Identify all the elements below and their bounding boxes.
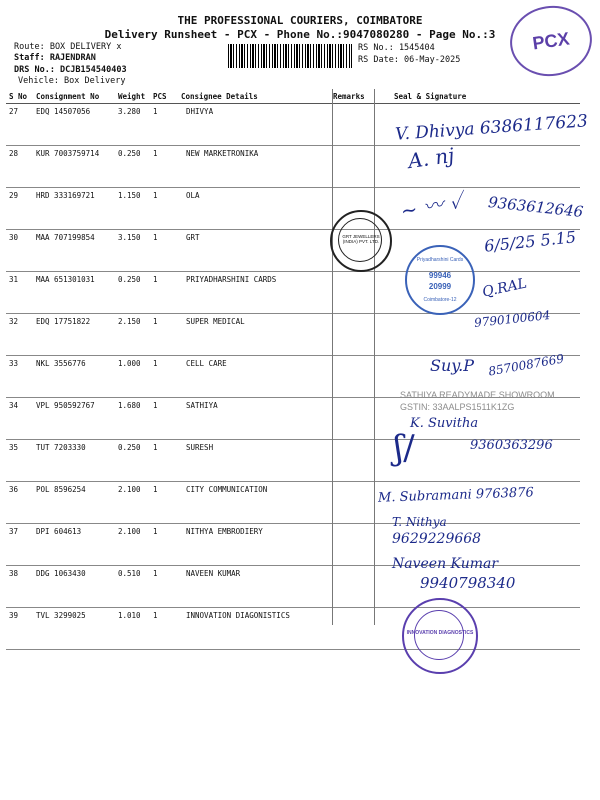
cell-pcs: 1 [150, 440, 178, 482]
seal-divider [374, 89, 375, 625]
signature-priya: Q.RAL [480, 275, 529, 301]
cell-weight: 0.510 [115, 566, 150, 608]
runsheet-title: Delivery Runsheet - PCX - Phone No.:9047080280 - Page No.:3 [104, 28, 496, 41]
cell-consignment: KUR 7003759714 [33, 146, 115, 188]
table-row [6, 146, 580, 188]
cell-sno: 27 [6, 104, 33, 146]
sathiya-stamp-line2: GSTIN: 33AALPS1511K1ZG [400, 402, 515, 412]
cell-pcs: 1 [150, 356, 178, 398]
signature-naveen-phone: 9940798340 [420, 574, 516, 592]
signature-ola: ~ 〰 ✓ [398, 188, 465, 224]
signature-nithya-name: T. Nithya [392, 515, 447, 529]
cell-sno: 32 [6, 314, 33, 356]
cell-consignment: VPL 950592767 [33, 398, 115, 440]
cell-remarks [330, 104, 372, 146]
cell-consignment: EDQ 17751822 [33, 314, 115, 356]
cell-remarks [330, 608, 372, 650]
cell-sno: 37 [6, 524, 33, 566]
cell-weight: 1.150 [115, 188, 150, 230]
cell-consignment: MAA 707199854 [33, 230, 115, 272]
cell-weight: 3.280 [115, 104, 150, 146]
innovation-seal-text: INNOVATION DIAGNOSTICS [406, 630, 474, 636]
signature-suresh-mark: ʃ∕ [394, 428, 415, 468]
cell-sno: 39 [6, 608, 33, 650]
cell-consignee: PRIYADHARSHINI CARDS [178, 272, 330, 314]
cell-remarks [330, 440, 372, 482]
cell-weight: 1.680 [115, 398, 150, 440]
cell-consignee: CITY COMMUNICATION [178, 482, 330, 524]
cell-remarks [330, 524, 372, 566]
cell-consignee: DHIVYA [178, 104, 330, 146]
col-sno: S No [6, 89, 33, 104]
priya-seal-phone1: 99946 [428, 271, 452, 280]
cell-pcs: 1 [150, 230, 178, 272]
staff: Staff: RAJENDRAN [14, 53, 96, 63]
signature-cellcare-phone: 8570087669 [487, 351, 565, 379]
cell-pcs: 1 [150, 146, 178, 188]
signature-suresh-name: K. Suvitha [410, 416, 479, 431]
priya-seal-phone2: 20999 [428, 282, 452, 291]
cell-weight: 2.100 [115, 482, 150, 524]
cell-consignee: OLA [178, 188, 330, 230]
cell-weight: 0.250 [115, 272, 150, 314]
col-seal: Seal & Signature [372, 89, 580, 104]
signature-ola-phone: 9363612646 [487, 193, 585, 221]
cell-pcs: 1 [150, 272, 178, 314]
col-pcs: PCS [150, 89, 178, 104]
col-weight: Weight [115, 89, 150, 104]
cell-pcs: 1 [150, 608, 178, 650]
cell-consignee: NEW MARKETRONIKA [178, 146, 330, 188]
cell-remarks [330, 482, 372, 524]
grt-seal-text: GRT JEWELLERS (INDIA) PVT. LTD. [342, 234, 380, 244]
vehicle: Vehicle: Box Delivery [18, 76, 126, 86]
company-title: THE PROFESSIONAL COURIERS, COIMBATORE [177, 14, 423, 27]
cell-sno: 31 [6, 272, 33, 314]
priya-seal-line2: Coimbatore-12 [423, 297, 457, 303]
cell-pcs: 1 [150, 314, 178, 356]
cell-weight: 0.250 [115, 146, 150, 188]
priya-seal-line1: Priyadharshini Cards [416, 257, 464, 263]
cell-consignee: SUPER MEDICAL [178, 314, 330, 356]
rs-number: RS No.: 1545404 [358, 43, 435, 53]
cell-remarks [330, 398, 372, 440]
cell-sno: 36 [6, 482, 33, 524]
cell-remarks [330, 356, 372, 398]
cell-consignment: EDQ 14507056 [33, 104, 115, 146]
sathiya-stamp-line1: SATHIYA READYMADE SHOWROOM [400, 390, 555, 400]
signature-dhivya: V. Dhivya 6386117623 [394, 111, 589, 145]
rs-date: RS Date: 06-May-2025 [358, 55, 461, 65]
grt-seal [330, 210, 392, 272]
cell-remarks [330, 146, 372, 188]
cell-pcs: 1 [150, 566, 178, 608]
innovation-seal [402, 598, 478, 674]
signature-newmarket: A. nj [406, 142, 456, 174]
cell-weight: 1.000 [115, 356, 150, 398]
cell-consignee: NITHYA EMBRODIERY [178, 524, 330, 566]
drs-number: DRS No.: DCJB154540403 [14, 65, 127, 75]
cell-consignee: INNOVATION DIAGONISTICS [178, 608, 330, 650]
cell-weight: 0.250 [115, 440, 150, 482]
cell-consignee: SATHIYA [178, 398, 330, 440]
cell-consignment: MAA 651301031 [33, 272, 115, 314]
cell-remarks [330, 272, 372, 314]
signature-cellcare: Suy.P [430, 356, 475, 375]
col-consignment: Consignment No [33, 89, 115, 104]
cell-weight: 3.150 [115, 230, 150, 272]
cell-consignee: GRT [178, 230, 330, 272]
table-header [6, 89, 580, 104]
signature-grt-date: 6/5/25 5.15 [483, 227, 577, 256]
priyadharshini-seal [405, 245, 475, 315]
cell-sno: 33 [6, 356, 33, 398]
cell-pcs: 1 [150, 188, 178, 230]
cell-consignee: CELL CARE [178, 356, 330, 398]
cell-weight: 2.150 [115, 314, 150, 356]
cell-consignment: TVL 3299025 [33, 608, 115, 650]
cell-consignment: DPI 604613 [33, 524, 115, 566]
cell-sno: 35 [6, 440, 33, 482]
remarks-divider [332, 89, 333, 625]
cell-sno: 29 [6, 188, 33, 230]
cell-weight: 1.010 [115, 608, 150, 650]
col-remarks: Remarks [330, 89, 372, 104]
signature-super-medical: 9790100604 [473, 308, 551, 330]
table-row [6, 608, 580, 650]
signature-city-comm: M. Subramani 9763876 [377, 485, 534, 506]
pcx-stamp: PCX [506, 1, 597, 82]
route: Route: BOX DELIVERY x [14, 42, 122, 52]
signature-suresh-phone: 9360363296 [470, 438, 553, 453]
cell-pcs: 1 [150, 482, 178, 524]
cell-sno: 30 [6, 230, 33, 272]
cell-consignee: SURESH [178, 440, 330, 482]
cell-consignment: HRD 333169721 [33, 188, 115, 230]
cell-sno: 28 [6, 146, 33, 188]
barcode [228, 44, 352, 68]
signature-nithya-phone: 9629229668 [392, 531, 482, 547]
cell-consignment: TUT 7203330 [33, 440, 115, 482]
cell-pcs: 1 [150, 524, 178, 566]
cell-sno: 34 [6, 398, 33, 440]
cell-pcs: 1 [150, 104, 178, 146]
cell-consignment: NKL 3556776 [33, 356, 115, 398]
cell-sno: 38 [6, 566, 33, 608]
cell-remarks [330, 566, 372, 608]
cell-consignment: POL 8596254 [33, 482, 115, 524]
signature-naveen-name: Naveen Kumar [392, 556, 499, 572]
cell-consignee: NAVEEN KUMAR [178, 566, 330, 608]
cell-pcs: 1 [150, 398, 178, 440]
cell-seal [372, 146, 580, 188]
col-consignee: Consignee Details [178, 89, 330, 104]
cell-remarks [330, 314, 372, 356]
cell-weight: 2.100 [115, 524, 150, 566]
cell-consignment: DDG 1063430 [33, 566, 115, 608]
